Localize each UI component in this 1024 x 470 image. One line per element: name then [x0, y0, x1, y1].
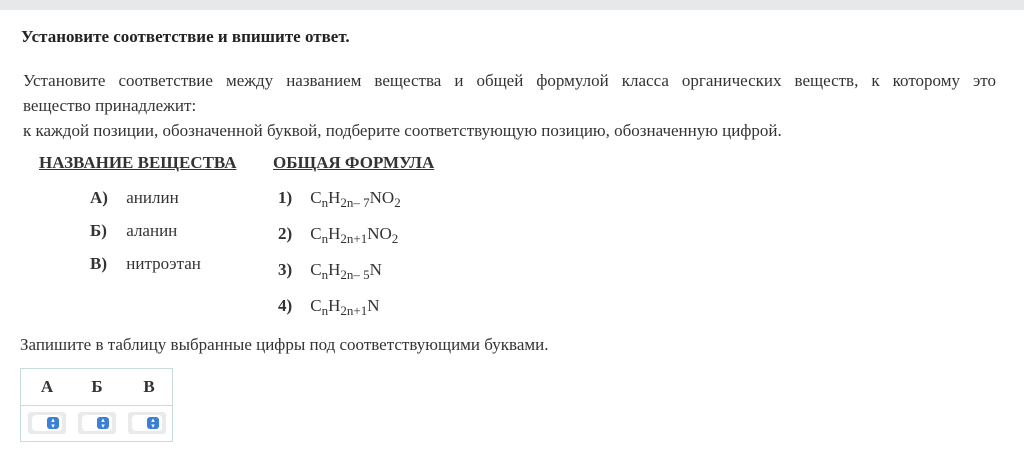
formula-key: 4)	[278, 296, 293, 315]
formula-key: 2)	[278, 224, 293, 243]
answer-select-v[interactable]	[128, 412, 166, 434]
formula-key: 1)	[278, 188, 293, 207]
substance-name: нитроэтан	[126, 254, 201, 273]
substance-item	[90, 254, 201, 274]
answer-select-a[interactable]	[28, 412, 66, 434]
task-header: Установите соответствие и впишите ответ.	[21, 27, 350, 46]
formula: $C_nH_{2n+1}NO_2$	[310, 224, 399, 246]
formula: $C_nH_{2n- 5}N$	[310, 260, 382, 282]
formula-item	[278, 296, 380, 316]
substance-item	[90, 188, 179, 208]
task-description-line-1: Установите соответствие между названием вещества и общей формулой класса органических веществ, к которому это	[23, 71, 996, 90]
column-title-substance: НАЗВАНИЕ ВЕЩЕСТВА	[39, 153, 237, 172]
column-title-formula: ОБЩАЯ ФОРМУЛА	[273, 153, 435, 172]
formula: $C_nH_{2n+1}N$	[310, 296, 380, 318]
task-description-line-2: вещество принадлежит:	[23, 96, 197, 115]
formula-item	[278, 224, 398, 244]
answer-instruction: Запишите в таблицу выбранные цифры под соответствующими буквами.	[20, 335, 549, 354]
substance-item	[90, 221, 177, 241]
substance-key: В)	[90, 254, 107, 273]
select-arrows-icon: ▴ ▾	[147, 417, 159, 429]
task-description-line-3: к каждой позиции, обозначенной буквой, подберите соответствующую позицию, обозначенную цифрой.	[23, 121, 782, 140]
answer-label-b: Б	[91, 377, 103, 396]
answer-table-header	[21, 369, 172, 406]
top-bar	[0, 0, 1024, 10]
select-arrows-icon: ▴ ▾	[97, 417, 109, 429]
formula-item	[278, 260, 382, 280]
formula-key: 3)	[278, 260, 293, 279]
answer-table	[20, 368, 173, 442]
task-description	[23, 68, 996, 143]
answer-label-v: В	[143, 377, 155, 396]
substance-key: А)	[90, 188, 108, 207]
answer-label-a: А	[40, 377, 54, 396]
formula: $C_nH_{2n- 7}NO_2$	[310, 188, 401, 210]
formula-item	[278, 188, 401, 208]
substance-name: аланин	[126, 221, 178, 240]
select-arrows-icon: ▴ ▾	[47, 417, 59, 429]
substance-name: анилин	[126, 188, 179, 207]
answer-select-b[interactable]	[78, 412, 116, 434]
substance-key: Б)	[90, 221, 107, 240]
